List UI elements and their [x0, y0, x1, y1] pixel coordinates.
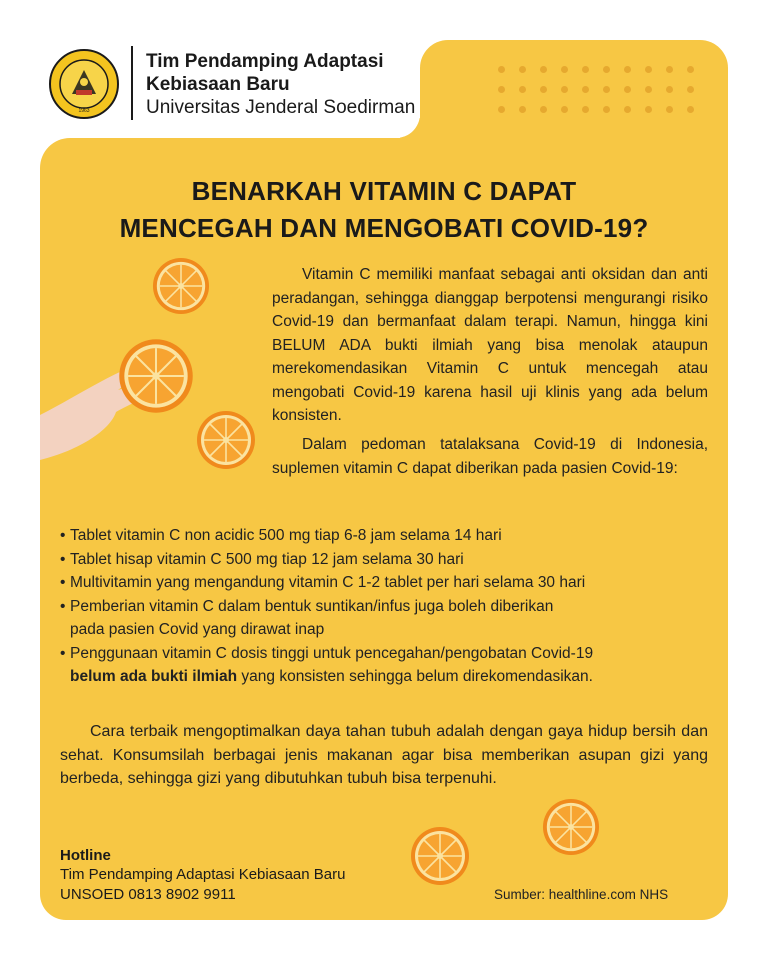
source-credit: Sumber: healthline.com NHS: [494, 887, 669, 902]
decorative-dot: [666, 106, 673, 113]
decorative-dot: [540, 106, 547, 113]
decorative-dot: [498, 106, 505, 113]
list-item: [60, 548, 710, 572]
decorative-dot: [603, 106, 610, 113]
decorative-dot: [561, 86, 568, 93]
header-title: [146, 50, 426, 96]
decorative-dot: [603, 66, 610, 73]
list-item-text: • Pemberian vitamin C dalam bentuk suntikan/infus juga boleh diberikan: [70, 597, 554, 615]
decorative-dot: [645, 66, 652, 73]
orange-slice-icon: [152, 257, 210, 315]
page-title: [60, 173, 708, 247]
decorative-dot: [498, 86, 505, 93]
header-university: Universitas Jenderal Soedirman: [146, 97, 416, 118]
decorative-dot: [666, 86, 673, 93]
university-logo: [48, 48, 120, 120]
decorative-dot: [540, 66, 547, 73]
decorative-dot: [582, 86, 589, 93]
header-divider: [131, 46, 133, 120]
hotline-text: Tim Pendamping Adaptasi Kebiasaan Baru UNSOED 0813 8902 9911: [60, 866, 346, 903]
decorative-dot: [666, 66, 673, 73]
decorative-dot: [624, 106, 631, 113]
list-item-text: yang konsisten sehingga belum direkomendasikan.: [237, 668, 593, 685]
decorative-dot: [519, 66, 526, 73]
closing-paragraph: Cara terbaik mengoptimalkan daya tahan tubuh adalah dengan gaya hidup bersih dan sehat. Konsumsilah berbagai jenis makanan agar bisa memberikan asupan gizi yang berbeda, sehingga gizi yang dibutuhkan tubuh bisa terpenuhi.: [60, 723, 708, 787]
list-item-text: Tablet hisap vitamin C 500 mg tiap 12 jam selama 30 hari: [70, 550, 464, 568]
decorative-dot: [561, 66, 568, 73]
orange-slice-icon: [410, 826, 470, 886]
decorative-dot: [687, 86, 694, 93]
hotline-label: Hotline: [60, 847, 111, 864]
list-item-emphasis: belum ada bukti ilmiah: [70, 668, 238, 685]
orange-slice-icon: [118, 338, 194, 414]
decorative-dot: [540, 86, 547, 93]
decorative-dot: [561, 106, 568, 113]
orange-slice-icon: [196, 410, 256, 470]
page-title-line1: BENARKAH VITAMIN C DAPAT: [191, 176, 577, 206]
dosage-list: [60, 524, 710, 689]
decorative-dot: [645, 106, 652, 113]
list-item: [60, 595, 710, 642]
list-item: [60, 524, 710, 548]
list-item: [60, 642, 710, 689]
decorative-dot: [645, 86, 652, 93]
decorative-dot: [687, 66, 694, 73]
list-item-text: Multivitamin yang mengandung vitamin C 1-2 tablet per hari selama 30 hari: [70, 574, 586, 591]
decorative-dot: [498, 66, 505, 73]
decorative-dot: [519, 106, 526, 113]
decorative-dot: [582, 66, 589, 73]
decorative-dot: [603, 86, 610, 93]
decorative-dot: [687, 106, 694, 113]
decorative-dot: [624, 86, 631, 93]
intro-paragraph: Vitamin C memiliki manfaat sebagai anti oksidan dan anti peradangan, sehingga dianggap berpotensi mengurangi risiko Covid-19 dan bermanfaat dalam terapi. Namun, hingga kini BELUM ADA bukti ilmiah yang bisa menolak ataupun merekomendasikan Vitamin C untuk mencegah atau mengobati Covid-19 karena hasil uji klinis yang ada belum konsisten.: [272, 266, 708, 424]
decorative-dot: [582, 106, 589, 113]
decorative-dot: [519, 86, 526, 93]
page-title-line2: MENCEGAH DAN MENGOBATI COVID-19?: [119, 213, 649, 243]
header-title-line1: Tim Pendamping Adaptasi: [146, 51, 384, 72]
guideline-paragraph: Dalam pedoman tatalaksana Covid-19 di Indonesia, suplemen vitamin C dapat diberikan pada pasien Covid-19:: [272, 436, 708, 477]
list-item: [60, 571, 710, 595]
orange-slice-icon: [542, 798, 600, 856]
svg-text:1963: 1963: [78, 108, 90, 114]
header-title-line2: Kebiasaan Baru: [146, 74, 290, 95]
dot-pattern: [498, 66, 708, 114]
decorative-dot: [624, 66, 631, 73]
list-item-text: • Penggunaan vitamin C dosis tinggi untuk pencegahan/pengobatan Covid-19: [70, 644, 594, 662]
list-item-text: Tablet vitamin C non acidic 500 mg tiap 6-8 jam selama 14 hari: [70, 527, 502, 544]
list-item-text: pada pasien Covid yang dirawat inap: [70, 621, 325, 638]
